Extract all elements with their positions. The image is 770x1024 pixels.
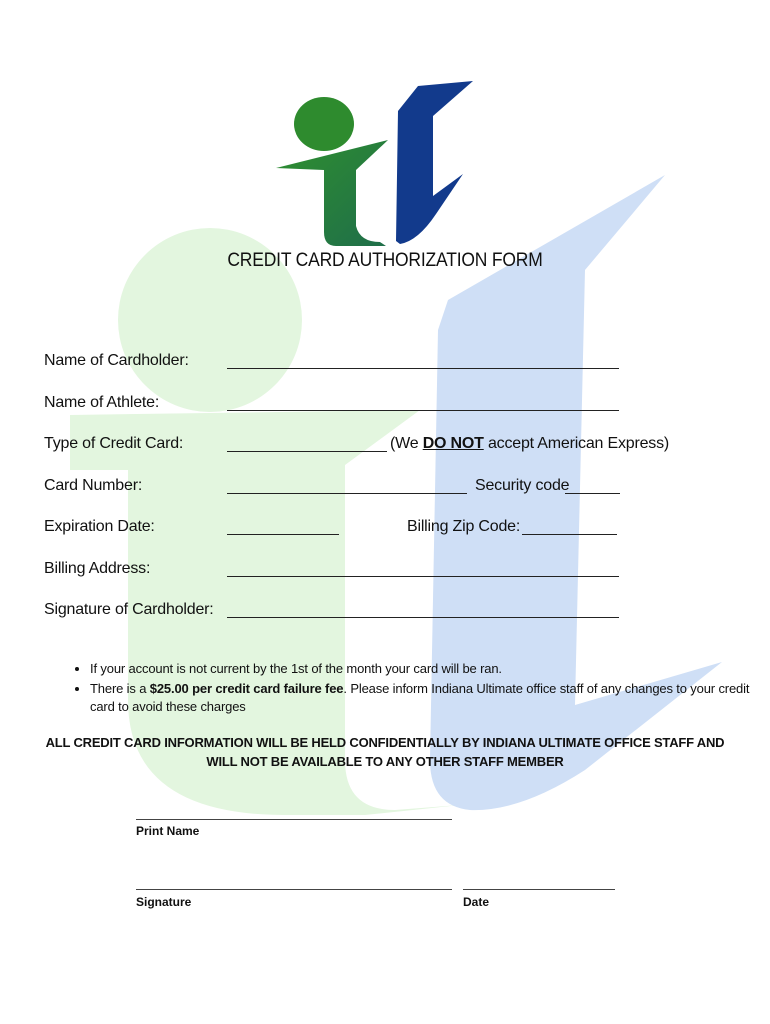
cardholder-signature-field[interactable]: [227, 617, 619, 618]
athlete-name-label: Name of Athlete:: [44, 394, 160, 411]
card-type-label: Type of Credit Card:: [44, 435, 184, 452]
card-number-label: Card Number:: [44, 477, 143, 494]
billing-address-label: Billing Address:: [44, 560, 151, 577]
form-title: CREDIT CARD AUTHORIZATION FORM: [227, 250, 543, 271]
note-account-current: • If your account is not current by the 1st of the month your card will be ran.: [90, 660, 760, 678]
note-fee-prefix: There is a: [90, 681, 150, 696]
billing-zip-field[interactable]: [522, 534, 617, 535]
cardholder-name-label: Name of Cardholder:: [44, 352, 189, 369]
print-name-label: Print Name: [136, 824, 200, 838]
security-code-label: Security code: [475, 477, 570, 494]
security-code-field[interactable]: [565, 493, 620, 494]
print-name-field[interactable]: [136, 819, 452, 820]
signature-label: Signature: [136, 895, 192, 909]
signature-field[interactable]: [136, 889, 452, 890]
cardholder-signature-label: Signature of Cardholder:: [44, 601, 214, 618]
amex-note-prefix: (We: [390, 435, 423, 452]
amex-note-emphasis: DO NOT: [422, 435, 484, 452]
date-field[interactable]: [463, 889, 615, 890]
note-fee-amount: $25.00 per credit card failure fee: [149, 681, 344, 696]
expiration-date-field[interactable]: [227, 534, 339, 535]
note-failure-fee: [90, 680, 760, 716]
amex-note: [390, 435, 669, 453]
note-fee-suffix: . Please inform Indiana Ultimate office staff of any changes to your credit card to avoid these charges: [90, 681, 750, 714]
card-number-field[interactable]: [227, 493, 467, 494]
card-type-field[interactable]: [227, 451, 387, 452]
confidentiality-line-2: WILL NOT BE AVAILABLE TO ANY OTHER STAFF MEMBER: [206, 754, 564, 769]
amex-note-suffix: accept American Express): [483, 435, 670, 452]
billing-address-field[interactable]: [227, 576, 619, 577]
expiration-date-label: Expiration Date:: [44, 518, 155, 535]
confidentiality-line-1: ALL CREDIT CARD INFORMATION WILL BE HELD CONFIDENTIALLY BY INDIANA ULTIMATE OFFICE STAFF AND: [45, 735, 725, 750]
confidentiality-statement: [30, 733, 740, 771]
logo-l-icon: [396, 81, 473, 244]
cardholder-name-field[interactable]: [227, 368, 619, 369]
billing-zip-label: Billing Zip Code:: [407, 518, 521, 535]
notes-list: [52, 660, 760, 718]
athlete-name-field[interactable]: [227, 410, 619, 411]
indiana-ultimate-logo: [268, 76, 478, 251]
logo-i-icon: [276, 97, 388, 246]
date-label: Date: [463, 895, 490, 909]
